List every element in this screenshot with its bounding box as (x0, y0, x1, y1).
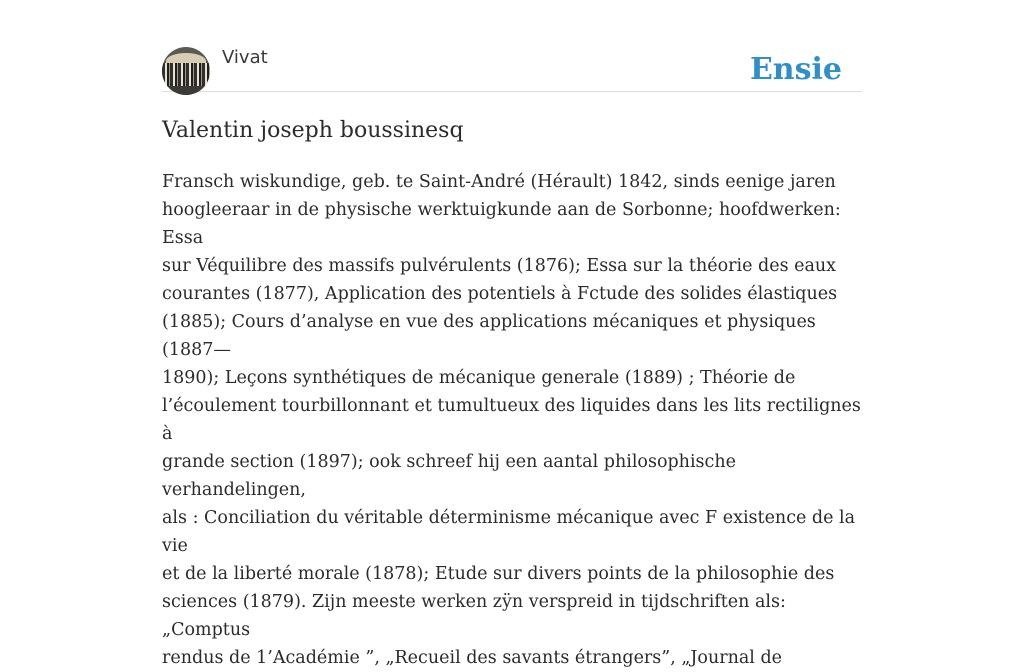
page-title: Valentin joseph boussinesq (162, 118, 464, 143)
header (162, 46, 862, 92)
avatar-floor (162, 86, 210, 95)
article-body: Fransch wiskundige, geb. te Saint-André (Hérault) 1842, sinds eenige jaren hoogleeraar in de physische werktuigkunde aan de Sorbonne; hoofdwerken: Essa sur Véquilibre des massifs pulvérulents (1876); Essa sur la théorie des eaux courantes (1877), Application des potentiels à Fctude des solides élastiques (1885); Cours d’analyse en vue des applications mécaniques et physiques (1887— 1890); Leçons synthétiques de mécanique generale (1889) ; Théorie de l’écoulement tourbillonnant et tumultueux des liquides dans les lits rectilignes à grande section (1897); ook schreef hij een aantal philosophische verhandelingen, als : Conciliation du véritable déterminisme mécanique avec F existence de la vie et de la liberté morale (1878); Etude sur divers points de la philosophie des sciences (1879). Zijn meeste werken zÿn verspreid in tijdschriften als: „Comptus rendus de 1’Académie ”, „Recueil des savants étrangers”, „Journal de (162, 172, 861, 668)
site-name[interactable]: Vivat (222, 47, 268, 68)
avatar-bookshelf (162, 63, 210, 87)
avatar[interactable] (162, 47, 210, 95)
brand-logo[interactable]: Ensie (749, 52, 842, 87)
